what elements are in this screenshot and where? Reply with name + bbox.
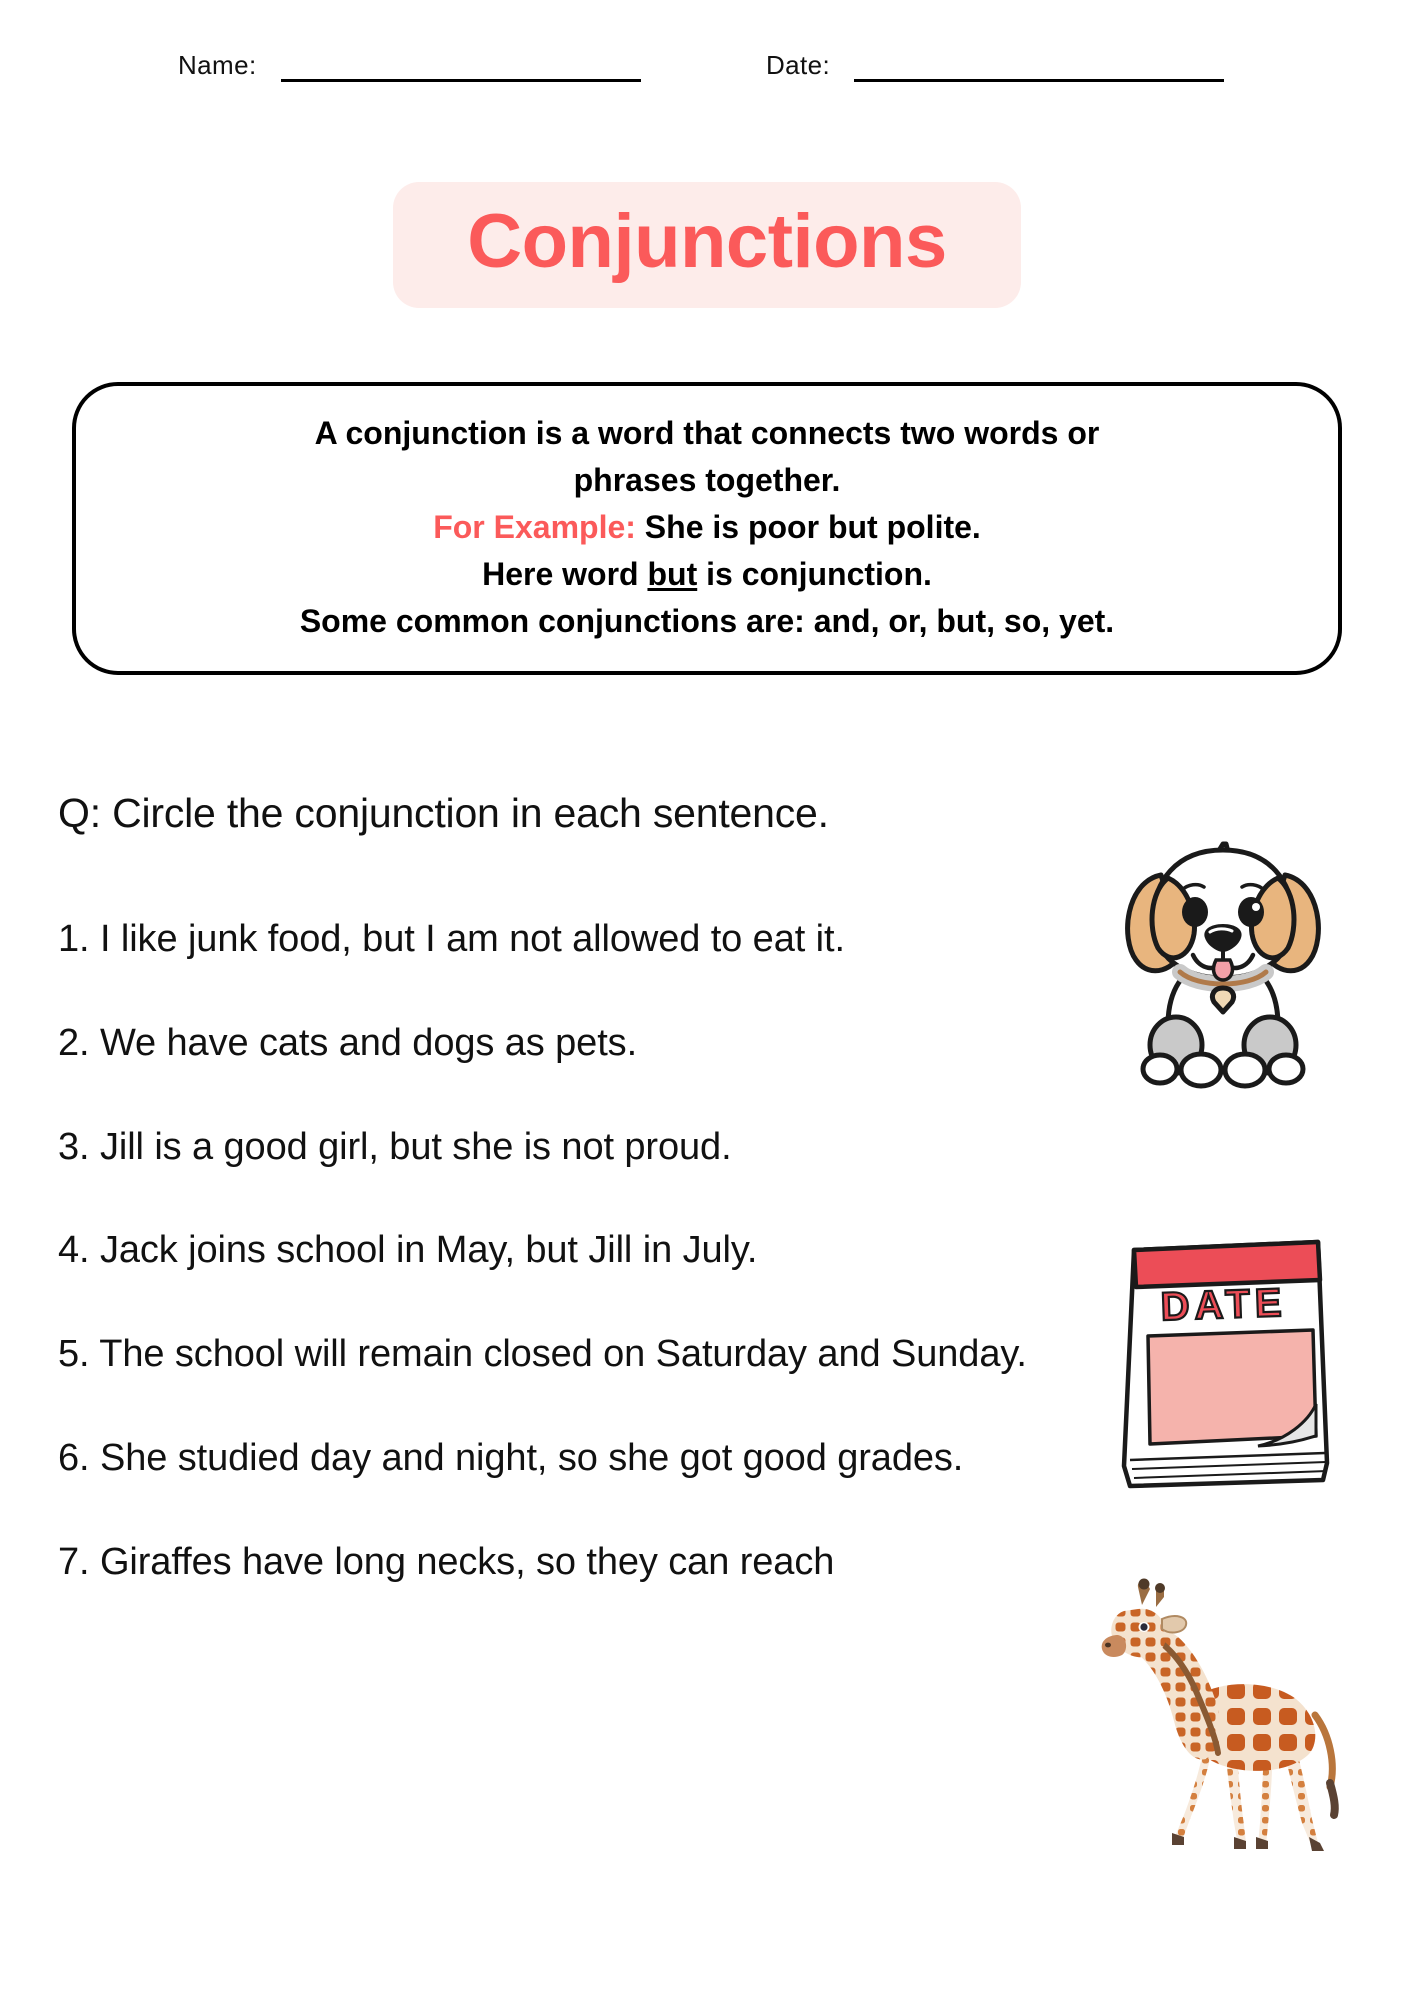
highlight-word: but — [647, 556, 698, 593]
sentence-item[interactable]: 4. Jack joins school in May, but Jill in July. — [58, 1229, 758, 1272]
calendar-icon — [1108, 1208, 1338, 1508]
sentence-item[interactable]: 1. I like junk food, but I am not allowed to eat it. — [58, 918, 845, 960]
sentence-item[interactable]: 7. Giraffes have long necks, so they can reach — [58, 1540, 835, 1583]
page-title: Conjunctions — [467, 199, 947, 284]
date-label: Date: — [766, 50, 831, 80]
example-sentence-spacer — [636, 509, 645, 545]
sentence-item[interactable]: 6. She studied day and night, so she got good grades. — [58, 1436, 964, 1479]
calendar-date-text: DATE — [1159, 1280, 1288, 1330]
definition-example-line — [116, 504, 1298, 551]
name-label: Name: — [178, 50, 257, 80]
giraffe-icon — [1068, 1575, 1358, 1875]
name-field[interactable] — [178, 52, 641, 82]
definition-line-1: A conjunction is a word that connects two words or — [314, 415, 1100, 451]
highlight-prefix: Here word — [482, 556, 648, 593]
title-badge — [393, 182, 1021, 308]
definition-common-list: Some common conjunctions are: and, or, but, so, yet. — [299, 603, 1115, 640]
date-write-line[interactable] — [854, 79, 1224, 82]
highlight-suffix: is conjunction. — [697, 556, 932, 593]
name-write-line[interactable] — [281, 79, 641, 82]
puppy-icon — [1098, 820, 1348, 1090]
sentence-item[interactable]: 3. Jill is a good girl, but she is not proud. — [58, 1125, 732, 1168]
sentence-item[interactable]: 2. We have cats and dogs as pets. — [58, 1021, 638, 1064]
date-field[interactable] — [766, 52, 1224, 82]
question-prompt: Q: Circle the conjunction in each sentence. — [58, 790, 829, 836]
sentence-item[interactable]: 5. The school will remain closed on Saturday and Sunday. — [58, 1333, 1027, 1376]
definition-highlight-line — [116, 551, 1298, 598]
example-label: For Example: — [433, 509, 636, 546]
definition-box — [72, 382, 1342, 675]
worksheet-header — [0, 52, 1414, 98]
example-sentence: She is poor but polite. — [644, 509, 981, 546]
definition-line-2: phrases together. — [573, 462, 841, 499]
sentence-list — [58, 915, 1058, 1587]
page-title-area — [0, 182, 1414, 308]
